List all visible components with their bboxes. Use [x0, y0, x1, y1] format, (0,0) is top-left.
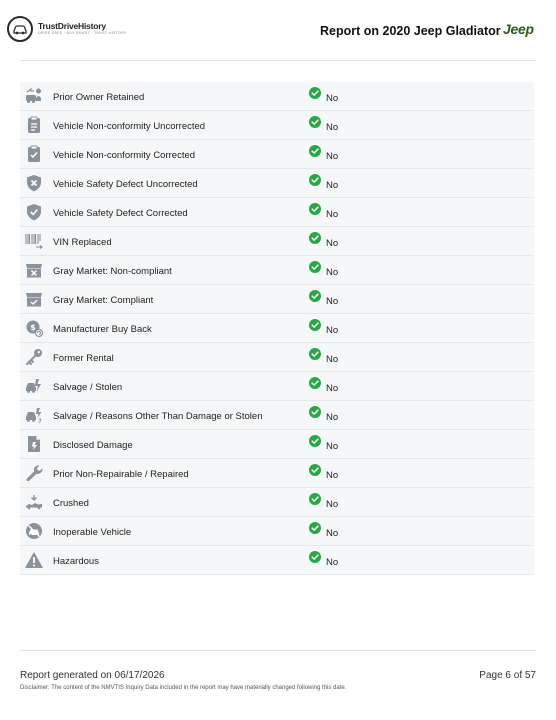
check-circle-icon: [309, 464, 321, 476]
record-value: No: [326, 528, 339, 539]
page-number: Page 6 of 57: [479, 670, 536, 681]
record-label: Hazardous: [53, 556, 99, 567]
record-row: [20, 227, 534, 256]
store-check-icon: [24, 289, 44, 309]
check-circle-icon: [309, 551, 321, 563]
record-label: Salvage / Stolen: [53, 382, 123, 393]
header-divider: [20, 60, 536, 61]
logo-tagline: DRIVE SAFE · BUY SMART · TRUST HISTORY: [38, 31, 127, 36]
record-row: [20, 314, 534, 343]
salvage-stolen-icon: [24, 376, 44, 396]
record-row: [20, 343, 534, 372]
record-row: [20, 430, 534, 459]
record-row: [20, 140, 534, 169]
record-label: Prior Owner Retained: [53, 92, 145, 103]
record-row: [20, 459, 534, 488]
check-circle-icon: [309, 290, 321, 302]
check-circle-icon: [309, 116, 321, 128]
key-icon: [24, 347, 44, 367]
check-circle-icon: [309, 145, 321, 157]
check-circle-icon: [309, 174, 321, 186]
clipboard-check-icon: [24, 144, 44, 164]
check-circle-icon: [309, 522, 321, 534]
check-circle-icon: [309, 87, 321, 99]
warning-icon: [24, 550, 44, 570]
record-check-list: [20, 82, 534, 575]
check-circle-icon: [309, 261, 321, 273]
record-label: Crushed: [53, 498, 89, 509]
car-logo-icon: [7, 16, 33, 42]
check-circle-icon: [309, 435, 321, 447]
record-value: No: [326, 180, 339, 191]
record-value: No: [326, 383, 339, 394]
svg-text:?: ?: [38, 418, 42, 425]
salvage-other-icon: [24, 405, 44, 425]
record-label: Former Rental: [53, 353, 114, 364]
record-value: No: [326, 238, 339, 249]
record-label: Gray Market: Compliant: [53, 295, 154, 306]
disclaimer: Disclaimer: The content of the NMVTIS Inquiry Data included in the report may have materially changed following this date.: [20, 685, 347, 691]
record-label: Gray Market: Non-compliant: [53, 266, 172, 277]
record-value: No: [326, 412, 339, 423]
check-circle-icon: [309, 348, 321, 360]
record-label: VIN Replaced: [53, 237, 112, 248]
record-label: Inoperable Vehicle: [53, 527, 132, 538]
record-row: [20, 546, 534, 575]
brand-logo: Jeep: [503, 21, 534, 37]
record-value: No: [326, 267, 339, 278]
store-x-icon: [24, 260, 44, 280]
record-row: [20, 488, 534, 517]
record-label: Salvage / Reasons Other Than Damage or Stolen: [53, 411, 263, 422]
check-circle-icon: [309, 232, 321, 244]
record-row: [20, 198, 534, 227]
record-value: No: [326, 325, 339, 336]
record-value: No: [326, 441, 339, 452]
record-label: Prior Non-Repairable / Repaired: [53, 469, 189, 480]
record-label: Vehicle Non-conformity Corrected: [53, 150, 196, 161]
record-value: No: [326, 93, 339, 104]
record-value: No: [326, 499, 339, 510]
check-circle-icon: [309, 406, 321, 418]
owner-retained-icon: [24, 86, 44, 106]
record-row: [20, 517, 534, 546]
record-row: [20, 256, 534, 285]
record-value: No: [326, 122, 339, 133]
record-label: Vehicle Non-conformity Uncorrected: [53, 121, 206, 132]
record-value: No: [326, 209, 339, 220]
check-circle-icon: [309, 319, 321, 331]
barcode-icon: [24, 231, 44, 251]
record-row: [20, 169, 534, 198]
record-value: No: [326, 470, 339, 481]
check-circle-icon: [309, 203, 321, 215]
site-logo[interactable]: [7, 16, 127, 42]
check-circle-icon: [309, 377, 321, 389]
shield-x-icon: [24, 173, 44, 193]
record-row: [20, 372, 534, 401]
record-label: Vehicle Safety Defect Uncorrected: [53, 179, 198, 190]
footer-divider: [20, 650, 536, 651]
clipboard-icon: [24, 115, 44, 135]
record-value: No: [326, 151, 339, 162]
record-row: [20, 401, 534, 430]
report-header: [0, 0, 556, 60]
report-generated-date: Report generated on 06/17/2026: [20, 670, 165, 681]
wrench-icon: [24, 463, 44, 483]
buyback-icon: [24, 318, 44, 338]
record-value: No: [326, 296, 339, 307]
crushed-car-icon: [24, 492, 44, 512]
check-circle-icon: [309, 493, 321, 505]
record-row: [20, 82, 534, 111]
record-value: No: [326, 354, 339, 365]
svg-text:$: $: [30, 323, 36, 332]
record-row: [20, 111, 534, 140]
shield-check-icon: [24, 202, 44, 222]
record-row: [20, 285, 534, 314]
record-label: Manufacturer Buy Back: [53, 324, 152, 335]
record-label: Vehicle Safety Defect Corrected: [53, 208, 188, 219]
logo-name: TrustDriveHistory: [38, 20, 106, 31]
inoperable-car-icon: [24, 521, 44, 541]
damage-document-icon: [24, 434, 44, 454]
record-value: No: [326, 557, 339, 568]
record-label: Disclosed Damage: [53, 440, 133, 451]
report-title: Report on 2020 Jeep Gladiator: [320, 24, 501, 38]
